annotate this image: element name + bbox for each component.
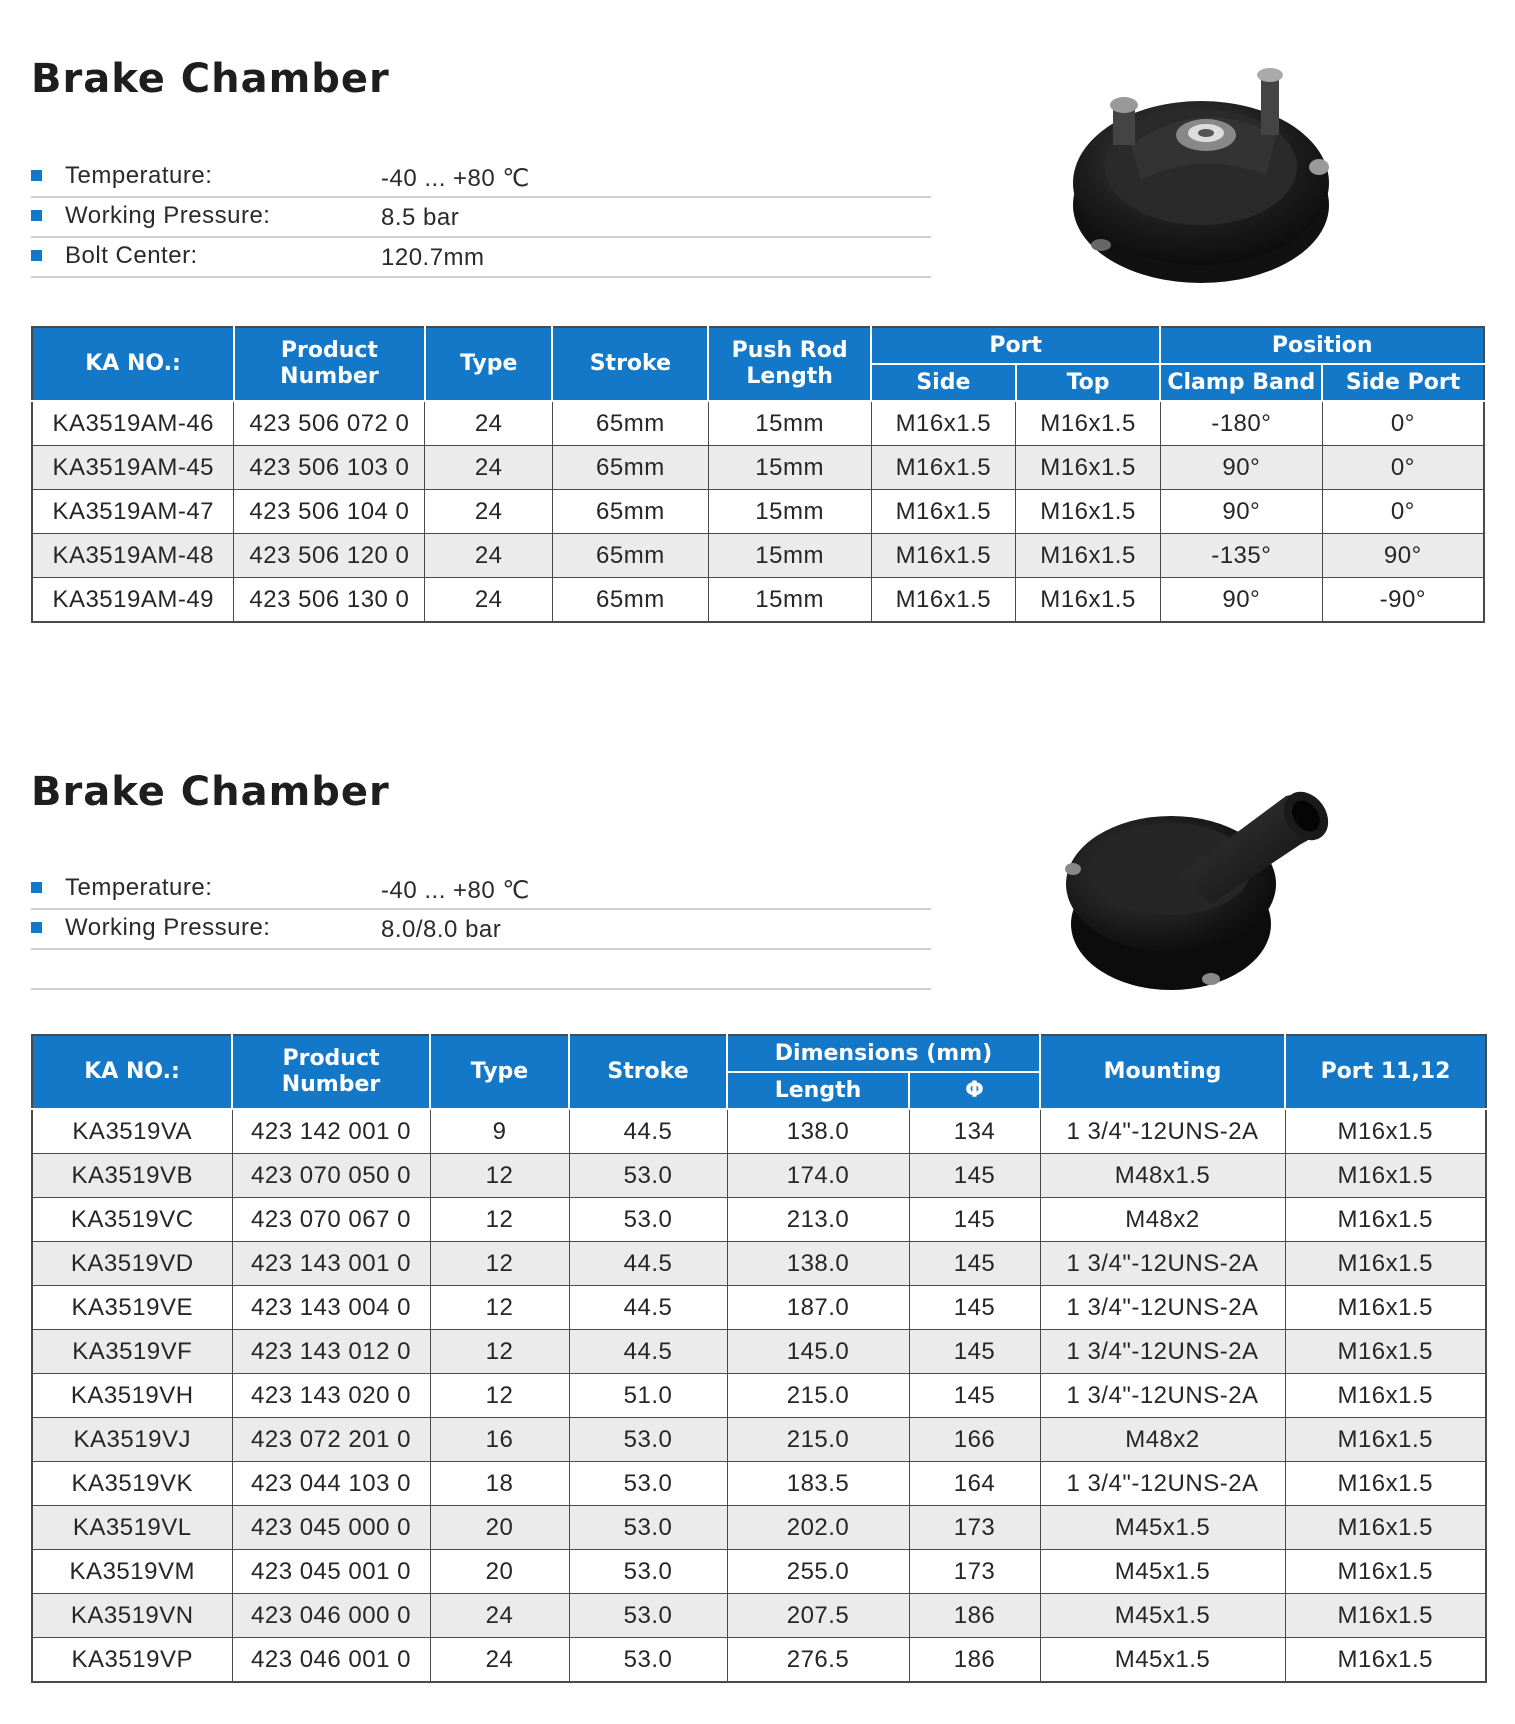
bullet-icon	[31, 170, 42, 181]
table-cell: 423 044 103 0	[232, 1462, 430, 1506]
table-cell: 9	[430, 1109, 569, 1154]
table-cell: 423 142 001 0	[232, 1109, 430, 1154]
table-cell: 53.0	[569, 1462, 727, 1506]
header-product-number: Product Number	[234, 327, 425, 401]
table-cell: 12	[430, 1374, 569, 1418]
spec-value: 8.5 bar	[381, 204, 460, 231]
table-cell: 423 143 012 0	[232, 1330, 430, 1374]
table-cell: M16x1.5	[1016, 534, 1161, 578]
spec-label: Temperature:	[65, 874, 213, 901]
section-title: Brake Chamber	[31, 769, 390, 815]
table-cell: -180°	[1160, 401, 1322, 446]
table-cell: 15mm	[708, 490, 871, 534]
header-product-number: Product Number	[232, 1035, 430, 1109]
header-ka-no: KA NO.:	[32, 1035, 232, 1109]
table-cell: 174.0	[727, 1154, 909, 1198]
table-row	[32, 1506, 1486, 1550]
table-cell: KA3519AM-48	[32, 534, 234, 578]
table-row	[32, 1550, 1486, 1594]
table-cell: 164	[909, 1462, 1040, 1506]
table-cell: 65mm	[552, 578, 708, 623]
table-cell: 1 3/4"-12UNS-2A	[1040, 1462, 1285, 1506]
table-cell: M16x1.5	[1016, 401, 1161, 446]
table-cell: M16x1.5	[871, 534, 1016, 578]
header-length: Length	[727, 1072, 909, 1109]
table-cell: 12	[430, 1242, 569, 1286]
table-cell: KA3519VB	[32, 1154, 232, 1198]
header-stroke: Stroke	[552, 327, 708, 401]
header-phi: Φ	[909, 1072, 1040, 1109]
table-cell: M16x1.5	[1285, 1109, 1486, 1154]
table-row	[32, 490, 1484, 534]
table-cell: 423 045 001 0	[232, 1550, 430, 1594]
table-cell: 145	[909, 1374, 1040, 1418]
table-cell: M45x1.5	[1040, 1506, 1285, 1550]
table-cell: M16x1.5	[1285, 1330, 1486, 1374]
table-cell: 15mm	[708, 534, 871, 578]
table-row	[32, 1198, 1486, 1242]
section-brake-chamber-2	[31, 712, 1487, 1702]
table-row	[32, 1374, 1486, 1418]
table-cell: 423 143 004 0	[232, 1286, 430, 1330]
table-cell: KA3519VL	[32, 1506, 232, 1550]
spec-list	[31, 158, 931, 278]
table-cell: 16	[430, 1418, 569, 1462]
table-cell: M48x1.5	[1040, 1154, 1285, 1198]
table-cell: 138.0	[727, 1242, 909, 1286]
table-cell: 186	[909, 1594, 1040, 1638]
table-row	[32, 578, 1484, 623]
header-ka-no: KA NO.:	[32, 327, 234, 401]
table-cell: 53.0	[569, 1594, 727, 1638]
table-cell: 215.0	[727, 1374, 909, 1418]
table-cell: KA3519VF	[32, 1330, 232, 1374]
table-cell: 166	[909, 1418, 1040, 1462]
bullet-icon	[31, 210, 42, 221]
table-cell: 1 3/4"-12UNS-2A	[1040, 1286, 1285, 1330]
table-cell: M16x1.5	[1285, 1418, 1486, 1462]
spec-row-working-pressure	[31, 198, 931, 238]
table-row	[32, 534, 1484, 578]
table-cell: M16x1.5	[871, 490, 1016, 534]
table-cell: 145	[909, 1198, 1040, 1242]
table-cell: 53.0	[569, 1154, 727, 1198]
table-cell: 20	[430, 1506, 569, 1550]
header-clamp-band: Clamp Band	[1160, 364, 1322, 401]
table-cell: 423 072 201 0	[232, 1418, 430, 1462]
table-cell: 90°	[1160, 578, 1322, 623]
table-cell: 44.5	[569, 1109, 727, 1154]
table-cell: 0°	[1322, 401, 1484, 446]
table-cell: 20	[430, 1550, 569, 1594]
table-cell: KA3519VP	[32, 1638, 232, 1683]
table-cell: M16x1.5	[871, 446, 1016, 490]
table-body	[32, 1109, 1486, 1682]
table-cell: 24	[425, 578, 553, 623]
table-cell: 24	[425, 534, 553, 578]
table-row	[32, 1330, 1486, 1374]
table-cell: 15mm	[708, 401, 871, 446]
header-type: Type	[430, 1035, 569, 1109]
table-cell: M16x1.5	[1285, 1638, 1486, 1683]
table-cell: KA3519VM	[32, 1550, 232, 1594]
table-cell: M48x2	[1040, 1418, 1285, 1462]
spec-table	[31, 326, 1485, 623]
table-cell: 53.0	[569, 1550, 727, 1594]
table-cell: 12	[430, 1154, 569, 1198]
table-row	[32, 1638, 1486, 1683]
table-cell: M48x2	[1040, 1198, 1285, 1242]
header-mounting: Mounting	[1040, 1035, 1285, 1109]
table-cell: 215.0	[727, 1418, 909, 1462]
table-cell: M16x1.5	[1285, 1550, 1486, 1594]
table-cell: 90°	[1160, 446, 1322, 490]
table-cell: M45x1.5	[1040, 1638, 1285, 1683]
spec-list	[31, 870, 931, 990]
table-cell: 423 506 104 0	[234, 490, 425, 534]
table-cell: 24	[425, 446, 553, 490]
table-cell: KA3519VK	[32, 1462, 232, 1506]
header-position: Position	[1160, 327, 1484, 364]
table-cell: 138.0	[727, 1109, 909, 1154]
table-cell: 423 506 120 0	[234, 534, 425, 578]
table-cell: M16x1.5	[1285, 1198, 1486, 1242]
table-cell: 134	[909, 1109, 1040, 1154]
table-row	[32, 1462, 1486, 1506]
table-cell: 12	[430, 1330, 569, 1374]
table-cell: 15mm	[708, 578, 871, 623]
table-cell: 90°	[1322, 534, 1484, 578]
table-cell: 145	[909, 1330, 1040, 1374]
table-cell: 15mm	[708, 446, 871, 490]
spec-row-temperature	[31, 158, 931, 198]
table-cell: 0°	[1322, 446, 1484, 490]
table-cell: 423 070 067 0	[232, 1198, 430, 1242]
table-row	[32, 1109, 1486, 1154]
table-cell: 65mm	[552, 401, 708, 446]
table-cell: 1 3/4"-12UNS-2A	[1040, 1242, 1285, 1286]
section-title: Brake Chamber	[31, 56, 390, 102]
table-cell: KA3519AM-49	[32, 578, 234, 623]
table-cell: KA3519AM-46	[32, 401, 234, 446]
table-cell: M16x1.5	[1016, 490, 1161, 534]
spec-value: -40 ... +80 ℃	[381, 877, 530, 904]
table-cell: 53.0	[569, 1418, 727, 1462]
table-cell: -90°	[1322, 578, 1484, 623]
brake-chamber-product-photo	[1061, 774, 1351, 1004]
table-cell: 423 046 001 0	[232, 1638, 430, 1683]
table-cell: KA3519VJ	[32, 1418, 232, 1462]
table-cell: 24	[425, 490, 553, 534]
table-cell: M16x1.5	[871, 401, 1016, 446]
table-cell: KA3519VE	[32, 1286, 232, 1330]
table-cell: 12	[430, 1286, 569, 1330]
header-port-top: Top	[1016, 364, 1161, 401]
spec-row-bolt-center	[31, 238, 931, 278]
spec-table	[31, 1034, 1487, 1683]
table-cell: 183.5	[727, 1462, 909, 1506]
table-cell: 255.0	[727, 1550, 909, 1594]
table-row	[32, 1418, 1486, 1462]
table-cell: 186	[909, 1638, 1040, 1683]
table-cell: 1 3/4"-12UNS-2A	[1040, 1330, 1285, 1374]
table-cell: 145.0	[727, 1330, 909, 1374]
table-cell: 423 070 050 0	[232, 1154, 430, 1198]
table-cell: M16x1.5	[1285, 1242, 1486, 1286]
section-brake-chamber-1	[31, 0, 1487, 640]
table-cell: 44.5	[569, 1242, 727, 1286]
table-cell: 423 045 000 0	[232, 1506, 430, 1550]
table-cell: KA3519VC	[32, 1198, 232, 1242]
table-cell: 423 143 001 0	[232, 1242, 430, 1286]
table-cell: 423 506 130 0	[234, 578, 425, 623]
table-cell: 51.0	[569, 1374, 727, 1418]
table-body	[32, 401, 1484, 622]
table-cell: M45x1.5	[1040, 1550, 1285, 1594]
spec-row-temperature	[31, 870, 931, 910]
table-cell: M16x1.5	[1016, 578, 1161, 623]
table-cell: 1 3/4"-12UNS-2A	[1040, 1374, 1285, 1418]
header-port-side: Side	[871, 364, 1016, 401]
spec-value: -40 ... +80 ℃	[381, 165, 530, 192]
table-cell: M16x1.5	[1285, 1506, 1486, 1550]
table-cell: 65mm	[552, 534, 708, 578]
table-cell: 423 143 020 0	[232, 1374, 430, 1418]
header-side-port: Side Port	[1322, 364, 1484, 401]
table-cell: M16x1.5	[1285, 1286, 1486, 1330]
bullet-icon	[31, 250, 42, 261]
table-cell: 1 3/4"-12UNS-2A	[1040, 1109, 1285, 1154]
header-port: Port	[871, 327, 1160, 364]
table-cell: 24	[430, 1594, 569, 1638]
spec-label: Temperature:	[65, 162, 213, 189]
table-row	[32, 401, 1484, 446]
table-cell: 213.0	[727, 1198, 909, 1242]
spec-row-working-pressure	[31, 910, 931, 950]
table-row	[32, 446, 1484, 490]
table-cell: 24	[425, 401, 553, 446]
header-push-rod-length: Push Rod Length	[708, 327, 871, 401]
brake-chamber-product-photo	[1061, 55, 1351, 295]
table-cell: 90°	[1160, 490, 1322, 534]
table-cell: 65mm	[552, 490, 708, 534]
table-cell: M16x1.5	[1016, 446, 1161, 490]
bullet-icon	[31, 922, 42, 933]
table-cell: 44.5	[569, 1286, 727, 1330]
table-cell: 53.0	[569, 1638, 727, 1683]
header-stroke: Stroke	[569, 1035, 727, 1109]
table-cell: 187.0	[727, 1286, 909, 1330]
table-cell: 44.5	[569, 1330, 727, 1374]
table-cell: 53.0	[569, 1198, 727, 1242]
table-cell: M16x1.5	[1285, 1374, 1486, 1418]
table-cell: 0°	[1322, 490, 1484, 534]
table-cell: 12	[430, 1198, 569, 1242]
table-cell: 145	[909, 1154, 1040, 1198]
table-cell: 145	[909, 1286, 1040, 1330]
table-cell: 423 506 103 0	[234, 446, 425, 490]
table-cell: 173	[909, 1506, 1040, 1550]
table-cell: 53.0	[569, 1506, 727, 1550]
spec-label: Working Pressure:	[65, 914, 271, 941]
table-row	[32, 1594, 1486, 1638]
spec-value: 120.7mm	[381, 244, 485, 271]
table-cell: 24	[430, 1638, 569, 1683]
table-row	[32, 1154, 1486, 1198]
table-cell: M16x1.5	[1285, 1594, 1486, 1638]
table-cell: 276.5	[727, 1638, 909, 1683]
table-cell: KA3519AM-45	[32, 446, 234, 490]
table-row	[32, 1286, 1486, 1330]
table-cell: 173	[909, 1550, 1040, 1594]
table-row	[32, 1242, 1486, 1286]
table-cell: M16x1.5	[871, 578, 1016, 623]
table-cell: KA3519VH	[32, 1374, 232, 1418]
table-cell: M16x1.5	[1285, 1462, 1486, 1506]
table-cell: KA3519AM-47	[32, 490, 234, 534]
header-type: Type	[425, 327, 553, 401]
bullet-icon	[31, 882, 42, 893]
table-cell: KA3519VD	[32, 1242, 232, 1286]
table-cell: 145	[909, 1242, 1040, 1286]
table-cell: 65mm	[552, 446, 708, 490]
spec-value: 8.0/8.0 bar	[381, 916, 502, 943]
header-dimensions: Dimensions (mm)	[727, 1035, 1040, 1072]
table-cell: 202.0	[727, 1506, 909, 1550]
table-cell: 207.5	[727, 1594, 909, 1638]
table-cell: KA3519VA	[32, 1109, 232, 1154]
spec-label: Working Pressure:	[65, 202, 271, 229]
spec-row-blank	[31, 950, 931, 990]
table-cell: 18	[430, 1462, 569, 1506]
table-cell: M45x1.5	[1040, 1594, 1285, 1638]
table-cell: M16x1.5	[1285, 1154, 1486, 1198]
spec-label: Bolt Center:	[65, 242, 198, 269]
table-cell: KA3519VN	[32, 1594, 232, 1638]
table-cell: -135°	[1160, 534, 1322, 578]
table-cell: 423 506 072 0	[234, 401, 425, 446]
table-cell: 423 046 000 0	[232, 1594, 430, 1638]
header-port: Port 11,12	[1285, 1035, 1486, 1109]
